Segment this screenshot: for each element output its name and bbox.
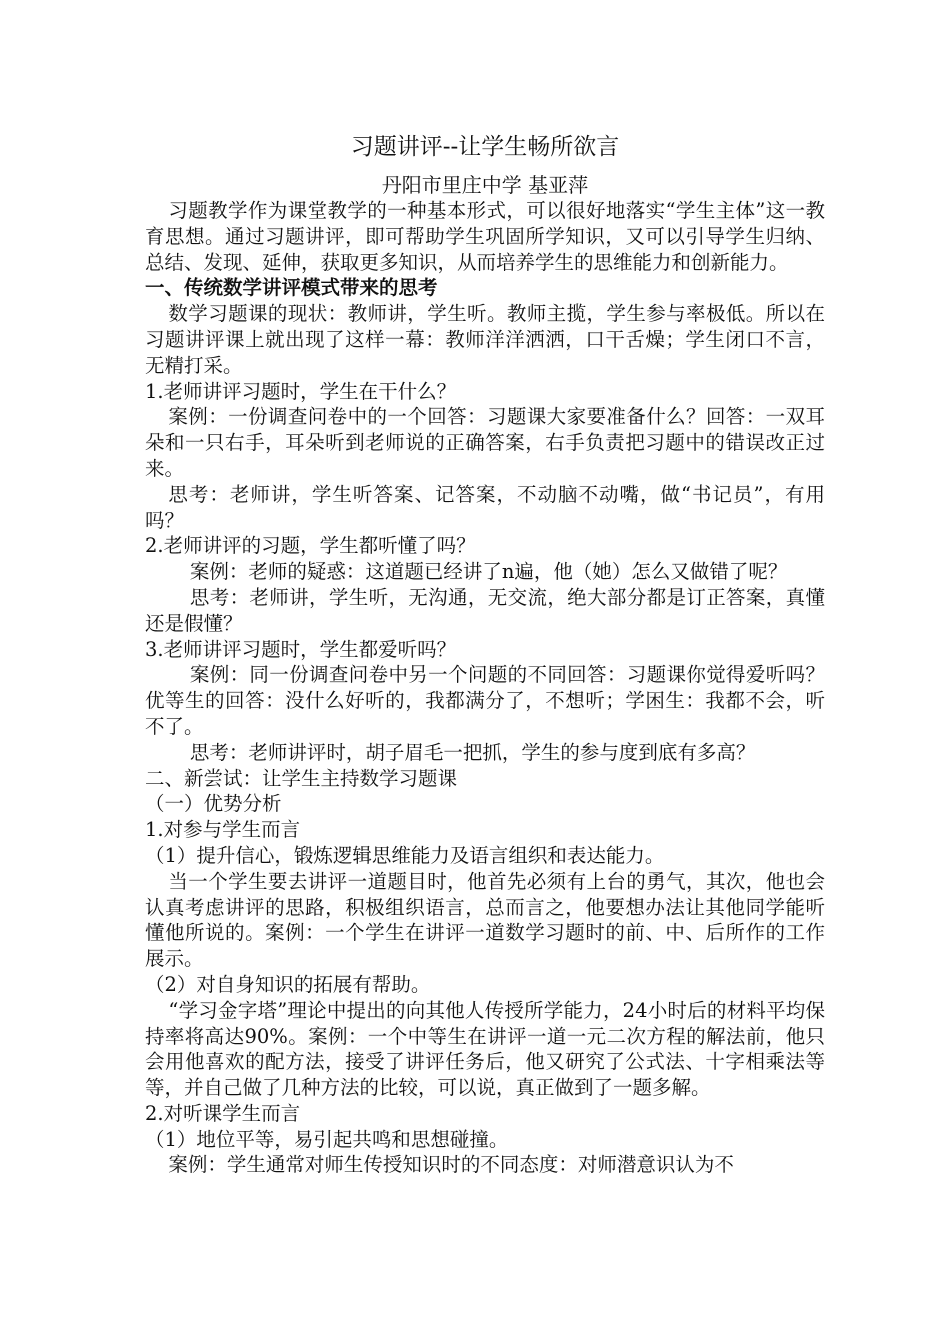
thinking-paragraph-1: 思考：老师讲，学生听答案、记答案，不动脑不动嘴，做“书记员”，有用吗？ xyxy=(145,482,825,532)
thinking-paragraph-3: 思考：老师讲评时，胡子眉毛一把抓，学生的参与度到底有多高？ xyxy=(189,740,756,764)
section-heading-1: 一、传统数学讲评模式带来的思考 xyxy=(145,276,438,300)
subheading-2: 2.老师讲评的习题，学生都听懂了吗？ xyxy=(145,534,476,558)
section-heading-2: 二、新尝试：让学生主持数学习题课 xyxy=(145,766,458,790)
case-paragraph-4: 案例：学生通常对师生传授知识时的不同态度：对师潜意识认为不 xyxy=(168,1153,734,1177)
subheading-4: 1.对参与学生而言 xyxy=(145,818,301,842)
point-1: （1）提升信心，锻炼逻辑思维能力及语言组织和表达能力。 xyxy=(145,843,665,867)
subheading-5: 2.对听课学生而言 xyxy=(145,1101,301,1125)
subheading-3: 3.老师讲评习题时，学生都爱听吗？ xyxy=(145,637,457,661)
document-author: 丹阳市里庄中学 基亚萍 xyxy=(381,173,589,197)
point-2: （2）对自身知识的拓展有帮助。 xyxy=(145,972,431,996)
subsection-heading: （一）优势分析 xyxy=(145,792,282,816)
explanation-paragraph-2: “学习金字塔”理论中提出的向其他人传授所学能力，24小时后的材料平均保持率将高达90%。案例：一个中等生在讲评一道一元二次方程的解法前，他只会用他喜欢的配方法，接受了讲评任务后，他又研究了公式法、十字相乘法等等，并自己做了几种方法的比较，可以说，真正做到了一题多解。 xyxy=(145,998,825,1100)
case-paragraph-3: 案例：同一份调查问卷中另一个问题的不同回答：习题课你觉得爱听吗？优等生的回答：没什么好听的，我都满分了，不想听；学困生：我都不会，听不了。 xyxy=(145,663,825,738)
thinking-paragraph-2: 思考：老师讲，学生听，无沟通，无交流，绝大部分都是订正答案，真懂还是假懂？ xyxy=(145,585,825,635)
document-title: 习题讲评--让学生畅所欲言 xyxy=(350,134,620,160)
explanation-paragraph-1: 当一个学生要去讲评一道题目时，他首先必须有上台的勇气，其次，他也会认真考虑讲评的思路，积极组织语言，总而言之，他要想办法让其他同学能听懂他所说的。案例：一个学生在讲评一道数学习题时的前、中、后所作的工作展示。 xyxy=(145,869,825,971)
subheading-1: 1.老师讲评习题时，学生在干什么？ xyxy=(145,379,457,403)
document-page xyxy=(145,130,825,1178)
case-paragraph-2: 案例：老师的疑惑：这道题已经讲了n遍，他（她）怎么又做错了呢？ xyxy=(189,560,788,584)
point-3: （1）地位平等，易引起共鸣和思想碰撞。 xyxy=(145,1127,509,1151)
case-paragraph-1: 案例：一份调查问卷中的一个回答：习题课大家要准备什么？回答：一双耳朵和一只右手，耳朵听到老师说的正确答案，右手负责把习题中的错误改正过来。 xyxy=(145,405,825,480)
intro-paragraph: 习题教学作为课堂教学的一种基本形式，可以很好地落实“学生主体”这一教育思想。通过习题讲评，即可帮助学生巩固所学知识，又可以引导学生归纳、总结、发现、延伸，获取更多知识，从而培养学生的思维能力和创新能力。 xyxy=(145,199,825,274)
paragraph-status: 数学习题课的现状：教师讲，学生听。教师主揽，学生参与率极低。所以在习题讲评课上就出现了这样一幕：教师洋洋洒洒，口干舌燥；学生闭口不言，无精打采。 xyxy=(145,302,825,377)
